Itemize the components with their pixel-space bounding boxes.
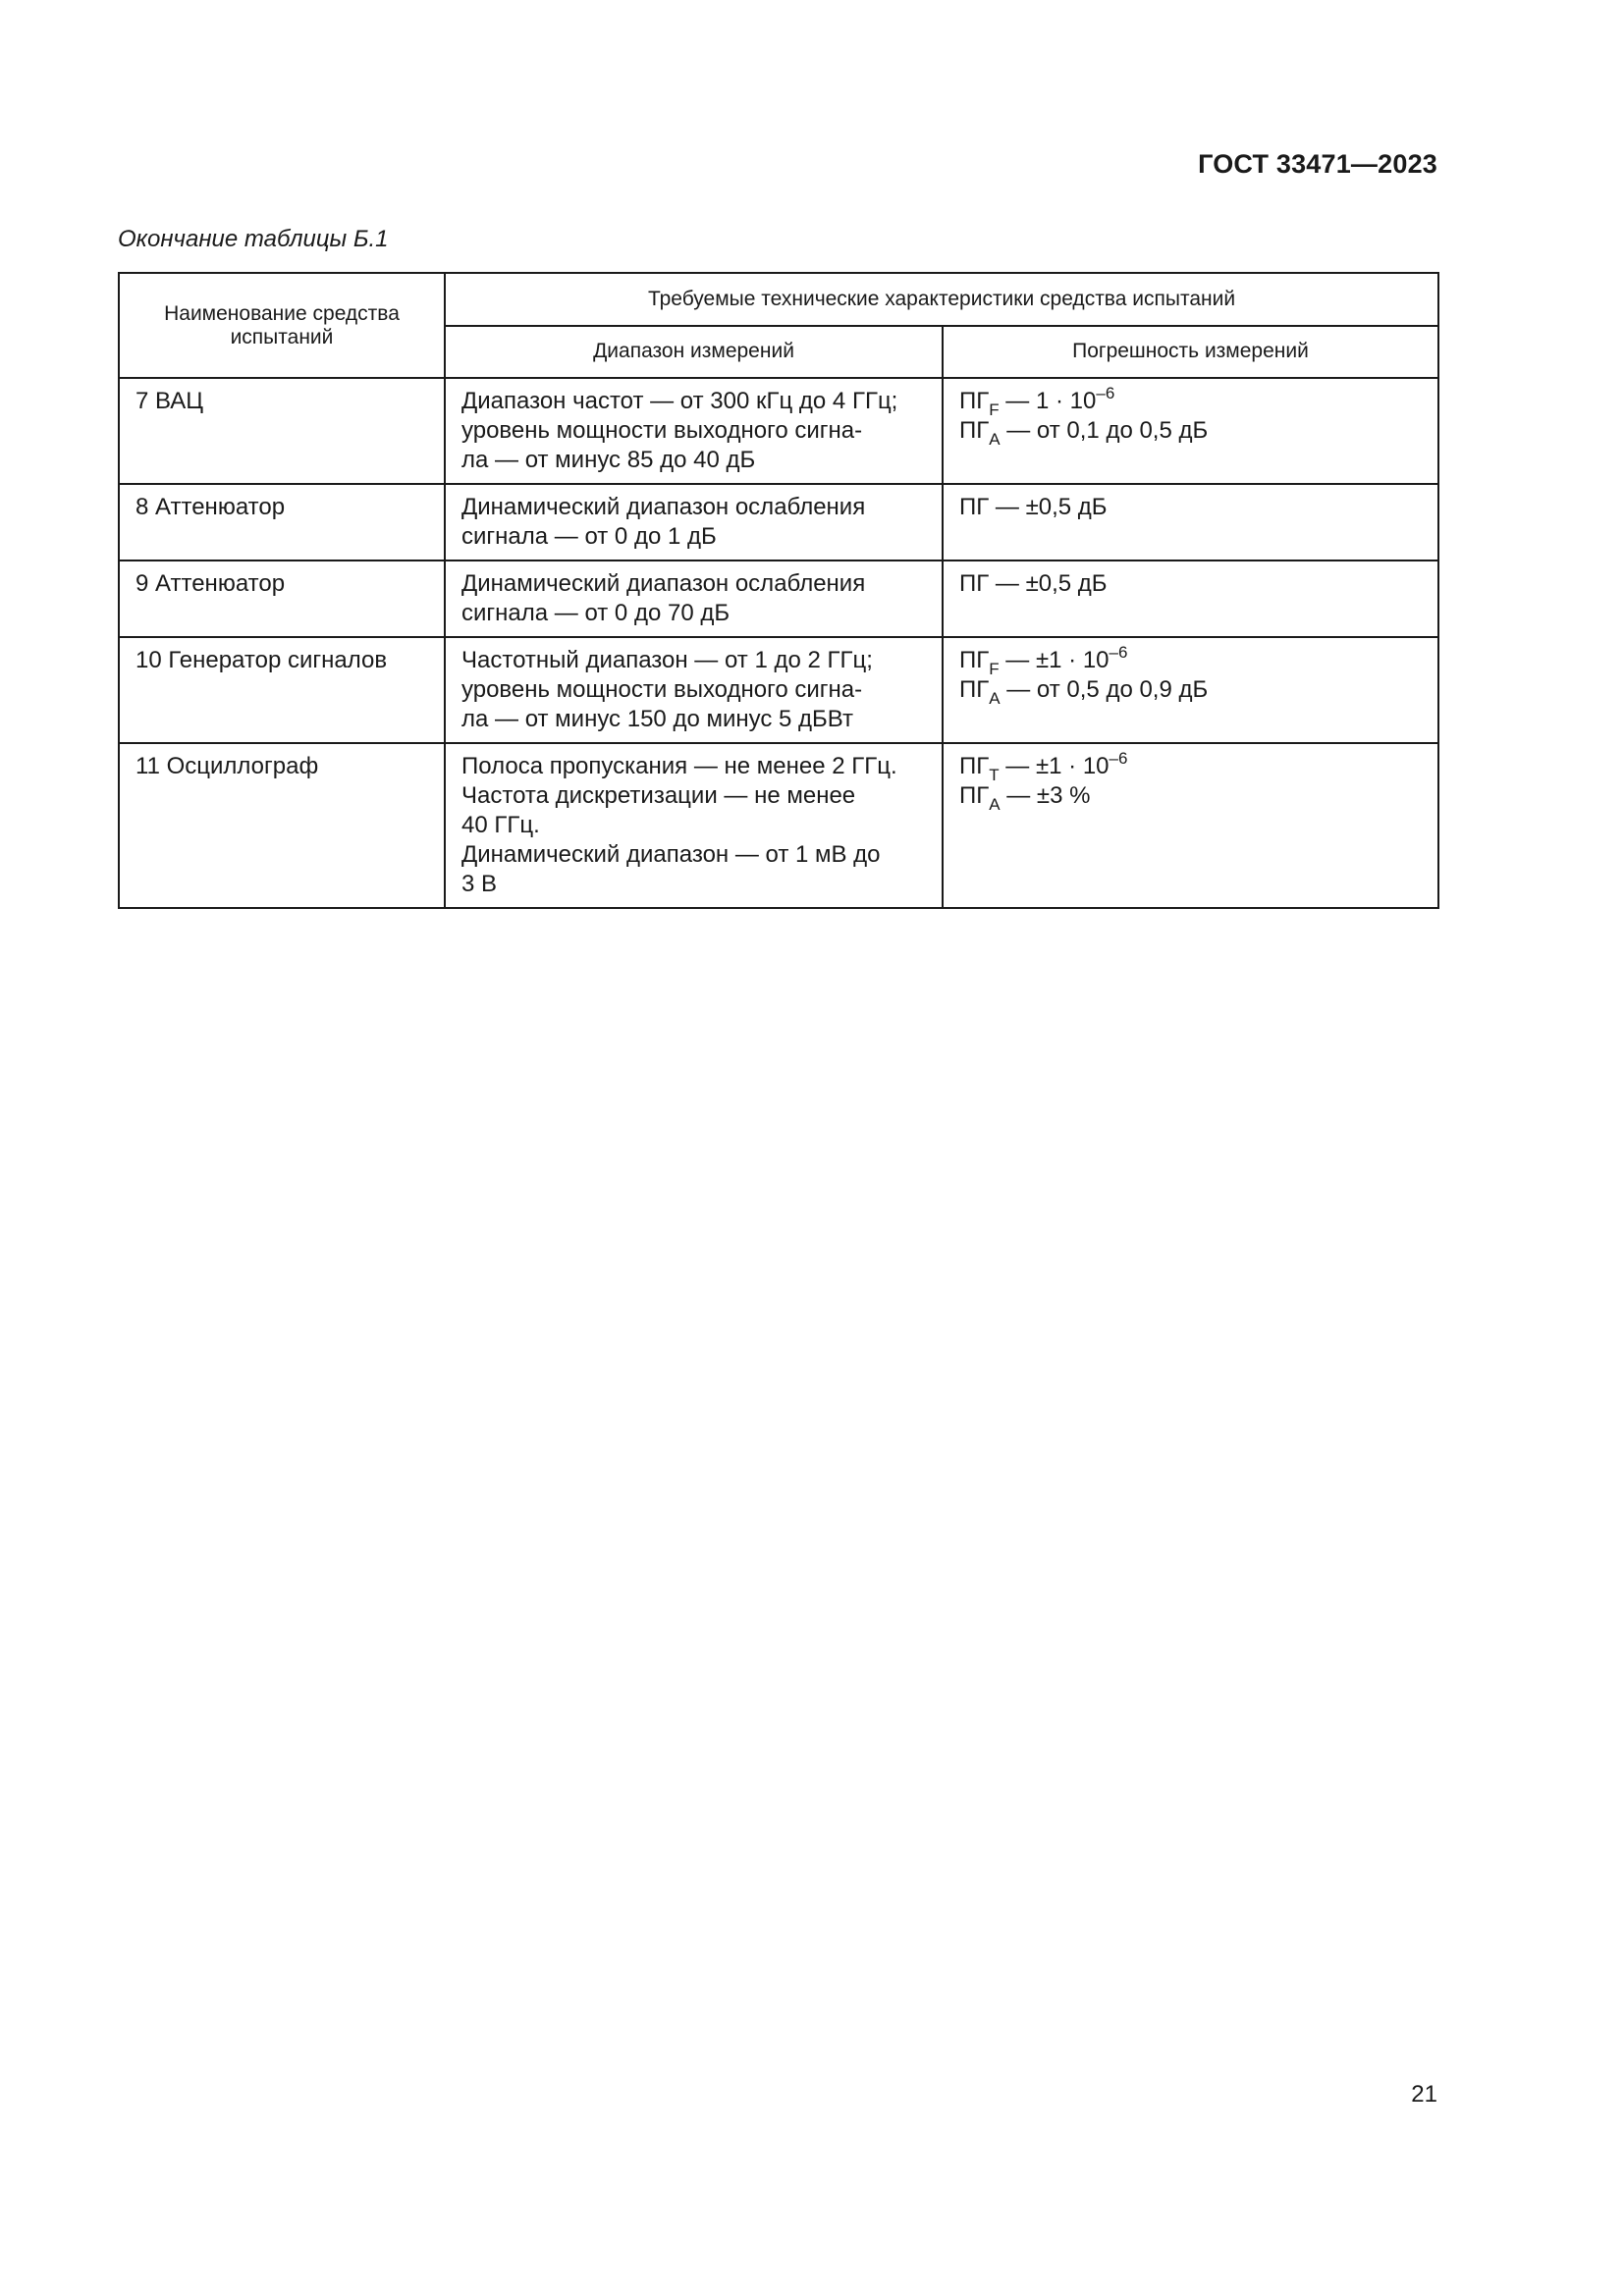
error-value: — 1 · 10 [999,388,1097,414]
range-line: Динамический диапазон ослабления [461,494,866,520]
error-value: — ±0,5 дБ [989,494,1108,520]
document-id: ГОСТ 33471—2023 [1198,149,1437,179]
table-row [119,378,1438,484]
error-symbol: ПГ [959,388,990,414]
error-exponent: –6 [1096,384,1115,402]
error-line [959,643,1424,678]
range-line: Полоса пропускания — не менее 2 ГГц. [461,753,897,779]
cell-measurement-error [943,637,1438,743]
cell-measurement-range [445,484,943,561]
error-symbol: ПГ [959,753,990,779]
col-group-header: Требуемые технические характеристики средства испытаний [445,273,1438,326]
error-value: — ±1 · 10 [999,753,1110,779]
col-header-range: Диапазон измерений [445,326,943,379]
cell-instrument-name: 10 Генератор сигналов [119,637,445,743]
range-line: Динамический диапазон ослабления [461,570,866,597]
range-line: Динамический диапазон — от 1 мВ до [461,841,881,868]
range-line: сигнала — от 0 до 70 дБ [461,600,731,626]
page-number: 21 [1411,2081,1437,2108]
table-row [119,743,1438,908]
table-row [119,637,1438,743]
table-caption: Окончание таблицы Б.1 [118,226,389,252]
error-line [959,416,1424,449]
range-line: ла — от минус 150 до минус 5 дБВт [461,706,853,732]
error-subscript: A [989,689,1001,708]
error-symbol: ПГ [959,676,990,703]
range-line: Частотный диапазон — от 1 до 2 ГГц; [461,647,873,673]
cell-instrument-name: 7 ВАЦ [119,378,445,484]
col-header-name: Наименование средства испытаний [119,273,445,378]
cell-measurement-range [445,561,943,637]
cell-measurement-range [445,637,943,743]
cell-measurement-range [445,378,943,484]
cell-instrument-name: 11 Осциллограф [119,743,445,908]
cell-measurement-error [943,561,1438,637]
cell-instrument-name: 8 Аттенюатор [119,484,445,561]
error-value: — от 0,5 до 0,9 дБ [1000,676,1209,703]
error-line [959,569,1424,599]
error-line [959,384,1424,419]
error-value: — ±3 % [1000,782,1091,809]
error-line [959,493,1424,522]
range-line: Частота дискретизации — не менее [461,782,856,809]
spec-table [118,272,1439,909]
cell-instrument-name: 9 Аттенюатор [119,561,445,637]
error-symbol: ПГ [959,570,990,597]
range-line: 3 В [461,871,498,897]
error-subscript: F [989,660,1000,678]
table-body [119,378,1438,908]
range-line: уровень мощности выходного сигна- [461,417,863,444]
range-line: 40 ГГц. [461,812,540,838]
error-symbol: ПГ [959,647,990,673]
range-line: уровень мощности выходного сигна- [461,676,863,703]
range-line: ла — от минус 85 до 40 дБ [461,447,756,473]
error-line [959,781,1424,814]
col-header-error: Погрешность измерений [943,326,1438,379]
error-subscript: F [989,400,1000,419]
error-value: — ±0,5 дБ [989,570,1108,597]
error-subscript: A [989,430,1001,449]
table-row [119,561,1438,637]
error-symbol: ПГ [959,494,990,520]
error-value: — от 0,1 до 0,5 дБ [1000,417,1209,444]
range-line: сигнала — от 0 до 1 дБ [461,523,717,550]
error-symbol: ПГ [959,782,990,809]
error-exponent: –6 [1109,643,1128,662]
cell-measurement-range [445,743,943,908]
error-subscript: T [989,766,1000,784]
error-line [959,749,1424,784]
error-exponent: –6 [1109,749,1128,768]
cell-measurement-error [943,378,1438,484]
cell-measurement-error [943,743,1438,908]
table-row [119,484,1438,561]
error-symbol: ПГ [959,417,990,444]
cell-measurement-error [943,484,1438,561]
error-subscript: A [989,795,1001,814]
error-line [959,675,1424,708]
error-value: — ±1 · 10 [999,647,1110,673]
range-line: Диапазон частот — от 300 кГц до 4 ГГц; [461,388,898,414]
